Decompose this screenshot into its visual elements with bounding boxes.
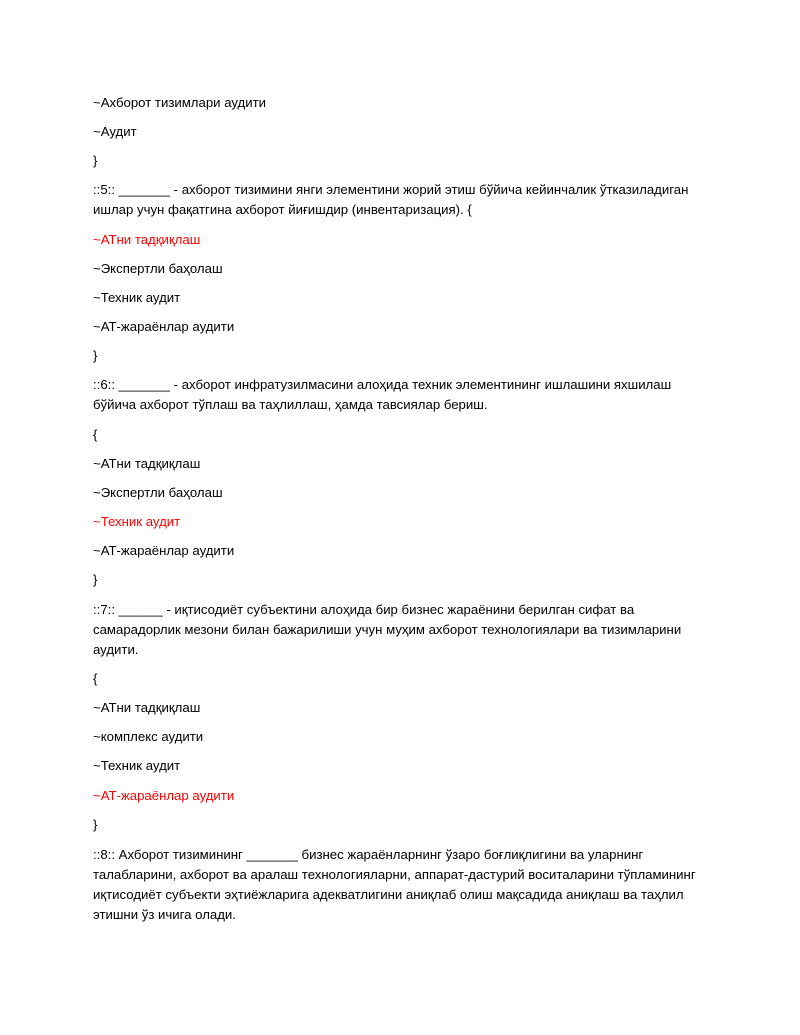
answer-option: ~Экспертли баҳолаш (93, 485, 223, 500)
correct-answer-option: ~Техник аудит (93, 514, 181, 529)
answer-option: ~Техник аудит (93, 290, 181, 305)
closing-brace: } (93, 348, 98, 363)
answer-option: ~Ахборот тизимлари аудити (93, 95, 267, 110)
answer-option: ~комплекс аудити (93, 729, 204, 744)
question-7-text: ::7:: ______ - иқтисодиёт субъектини алоҳида бир бизнес жараёнини берилган сифат ва самарадорлик мезони билан бажарилиши учун муҳим ахборот технологиялари ва тизимларини аудити. (93, 602, 682, 657)
answer-option: ~АТ-жараёнлар аудити (93, 543, 235, 558)
answer-option: ~Техник аудит (93, 758, 181, 773)
closing-brace: } (93, 817, 98, 832)
closing-brace: } (93, 153, 98, 168)
answer-option: ~Аудит (93, 124, 137, 139)
opening-brace: { (93, 671, 98, 686)
correct-answer-option: ~АТ-жараёнлар аудити (93, 788, 235, 803)
opening-brace: { (93, 427, 98, 442)
answer-option: ~АТни тадқиқлаш (93, 456, 201, 471)
question-8-text: ::8:: Ахборот тизимининг _______ бизнес жараёнларнинг ўзаро боғлиқлигини ва уларнинг талабларини, ахборот ва аралаш технологияларни, аппарат-дастурий воситаларини тўпламининг иқтисодиёт субъекти эҳтиёжларига адекватлигини аниқлаб олиш мақсадида аниқлаш ва таҳлил этишни ўз ичига олади. (93, 847, 696, 922)
answer-option: ~Экспертли баҳолаш (93, 261, 223, 276)
question-5-text: ::5:: _______ - ахборот тизимини янги элементини жорий этиш бўйича кейинчалик ўтказиладиган ишлар учун фақатгина ахборот йиғишдир (инвентаризация). { (93, 182, 689, 217)
answer-option: ~АТни тадқиқлаш (93, 700, 201, 715)
closing-brace: } (93, 572, 98, 587)
question-6-text: ::6:: _______ - ахборот инфратузилмасини алоҳида техник элементининг ишлашини яхшилаш бўйича ахборот тўплаш ва таҳлиллаш, ҳамда тавсиялар бериш. (93, 377, 672, 412)
answer-option: ~АТ-жараёнлар аудити (93, 319, 235, 334)
correct-answer-option: ~АТни тадқиқлаш (93, 232, 201, 247)
